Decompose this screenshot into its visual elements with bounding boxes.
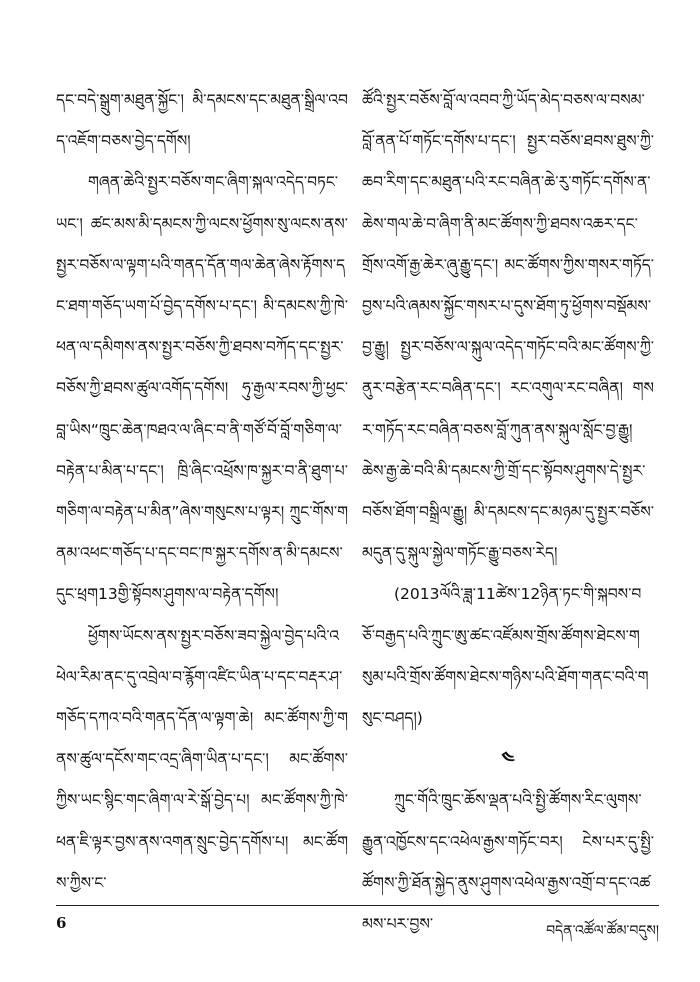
- right-text-column: [362, 80, 654, 945]
- section-numeral: ༤: [501, 748, 515, 771]
- paragraph: ཕྱོགས་ཡོངས་ནས་སྤྱར་བཅོས་ཟབ་སྐྱེལ་བྱེད་པའི་འཕེལ་རིམ་ནང་དུ་འབྲེལ་བ་རྙོག་འཛིང་ཡིན་པ་དང་བརྡར་ཤ་གཅོད་དཀའ་བའི་གནད་དོན་ལ་ལྟག་ཆེ། མང་ཚོགས་ཀྱི་གནས་ཚུལ་དངོས་གང་འདྲ་ཞིག་ཡིན་པ་དང་། མང་ཚོགས་ཀྱིས་ཡང་སྙིང་གང་ཞིག་ལ་རེ་སྒོ་བྱེད་པ། མང་ཚོགས་ཀྱི་ཁེ་ཕན་ཇི་ལྟར་བྱས་ནས་འགན་སྲུང་བྱེད་དགོས་པ། མང་ཚོགས་ཀྱིས་ང་: [56, 626, 348, 892]
- citation-paragraph: (2013ལོའི་ཟླ་11ཚེས་12ཉིན་ཏང་གི་སྐབས་བཅོ་བརྒྱད་པའི་ཀྲུང་ཨུ་ཚང་འཛོམས་གྲོས་ཚོགས་ཐེངས་གསུམ་པའི་གྲོས་ཚོགས་ཐེངས་གཉིས་པའི་ཐོག་གནང་བའི་གསུང་བཤད།): [362, 585, 649, 728]
- running-footer-title: བདེན་འཚོལ་ཚོམ་བདུས།: [546, 923, 659, 939]
- paragraph: ཀྲུང་གོའི་ཁྲུང་ཆོས་ལྡན་པའི་སྤྱི་ཚོགས་རིང་ལུགས་རྒྱུན་འཁྱོངས་དང་འཕེལ་རྒྱས་གཏོང་བར། ངེས་པར་དུ་སྤྱི་ཚོགས་ཀྱི་ཐོན་སྐྱེད་ནུས་ཤུགས་འཕེལ་རྒྱས་འགྲོ་བ་དང་འཚམས་པར་བྱས་: [362, 791, 654, 934]
- left-text-column: [56, 80, 348, 904]
- paragraph: ཚོའི་སྤྱར་བཅོས་བློ་ལ་འབབ་ཀྱི་ཡོད་མེད་བཅས་ལ་བསམ་བློ་ནན་པོ་གཏོང་དགོས་པ་དང་། སྤྱར་བཅོས་ཐབས་ཐུས་ཀྱི་ཆབ་རིག་དང་མཐུན་པའི་རང་བཞིན་ཆེ་རུ་གཏོང་དགོས་ན་ཆེས་གལ་ཆེ་བ་ཞིག་ནི་མང་ཚོགས་ཀྱི་ཐབས་འཆར་དང་གྲོས་འགོ་རྒྱ་ཆེར་ཞུ་རྒྱུ་དང་། མང་ཚོགས་ཀྱིས་གསར་གཏོད་བྱས་པའི་ཞམས་སྐྱོང་གསར་པ་དུས་ཐོག་ཏུ་ཕྱོགས་བསྡོམས་བྱ་རྒྱུ། སྤྱར་བཅོས་ལ་སྐུལ་འདེད་གཏོང་བའི་མང་ཚོགས་ཀྱི་ནུར་བརྩེན་རང་བཞིན་དང་། རང་འགུལ་རང་བཞིན། གསར་གཏོད་རང་བཞིན་བཅས་བློ་ཀུན་ནས་སྐུལ་སློང་བྱ་རྒྱུ། ཆེས་རྒྱ་ཆེ་བའི་མི་དམངས་ཀྱི་གྲོ་དང་སྟོབས་ཤུགས་དེ་སྤྱར་བཅོས་ཐོག་བསྒྲིལ་རྒྱུ། མི་དམངས་དང་མཉམ་དུ་སྤྱར་བཅོས་མདུན་དུ་སྐུལ་སྐྱེལ་གཏོང་རྒྱུ་བཅས་རེད།: [362, 91, 654, 563]
- page-number: 6: [56, 914, 67, 932]
- paragraph: དང་བདེ་སྒྲུག་མཐུན་སྐྱོང་། མི་དམངས་དང་མཐུན་སྒྲིལ་འབད་འཇོག་བཅས་བྱེད་དགོས།: [56, 91, 348, 151]
- paragraph: གཞན་ཆེའི་སྤྱར་བཅོས་གང་ཞིག་སྐལ་འདེད་བཏང་ཡང་། ཚང་མས་མི་དམངས་ཀྱི་ལངས་ཕྱོགས་སུ་ལངས་ནས་སྤྱར་བཅོས་ལ་ལྟག་པའི་གནད་དོན་གལ་ཆེན་ཞེས་རྟོགས་དང་ཐག་གཅོད་ཡག་པོ་བྱེད་དགོས་པ་དང་། མི་དམངས་ཀྱི་ཁེ་ཕན་ལ་དམིགས་ནས་སྤྱར་བཅོས་ཀྱི་ཐབས་བཀོད་དང་སྤྱར་བཅོས་ཀྱི་ཐབས་ཚུལ་འགོད་དགོས། ཧུ་རྒྱལ་རབས་ཀྱི་ཕྱང་བླ་ཡིས“ཁྲུང་ཆེན་ཁཐའ་ལ་ཞིང་བ་ནི་གཙོ་བོ་བློ་གཅིག་ལ་བརྟེན་པ་མིན་པ་དང་། ཁྲི་ཞིང་འཕྲོས་ཁ་སྐྱར་བ་ནི་ཐུག་པ་གཅིག་ལ་བརྟེན་པ་མིན”ཞེས་གསུངས་པ་ལྟར། ཀྲུང་གོས་གནམ་འཕང་གཅོད་པ་དང་བང་ཁ་སྐྱར་དགོས་ན་མི་དམངས་དུང་ཕྲག13གྱི་སྟོབས་ཤུགས་ལ་བརྟེན་དགོས།: [56, 173, 348, 604]
- footer-divider: [56, 905, 659, 906]
